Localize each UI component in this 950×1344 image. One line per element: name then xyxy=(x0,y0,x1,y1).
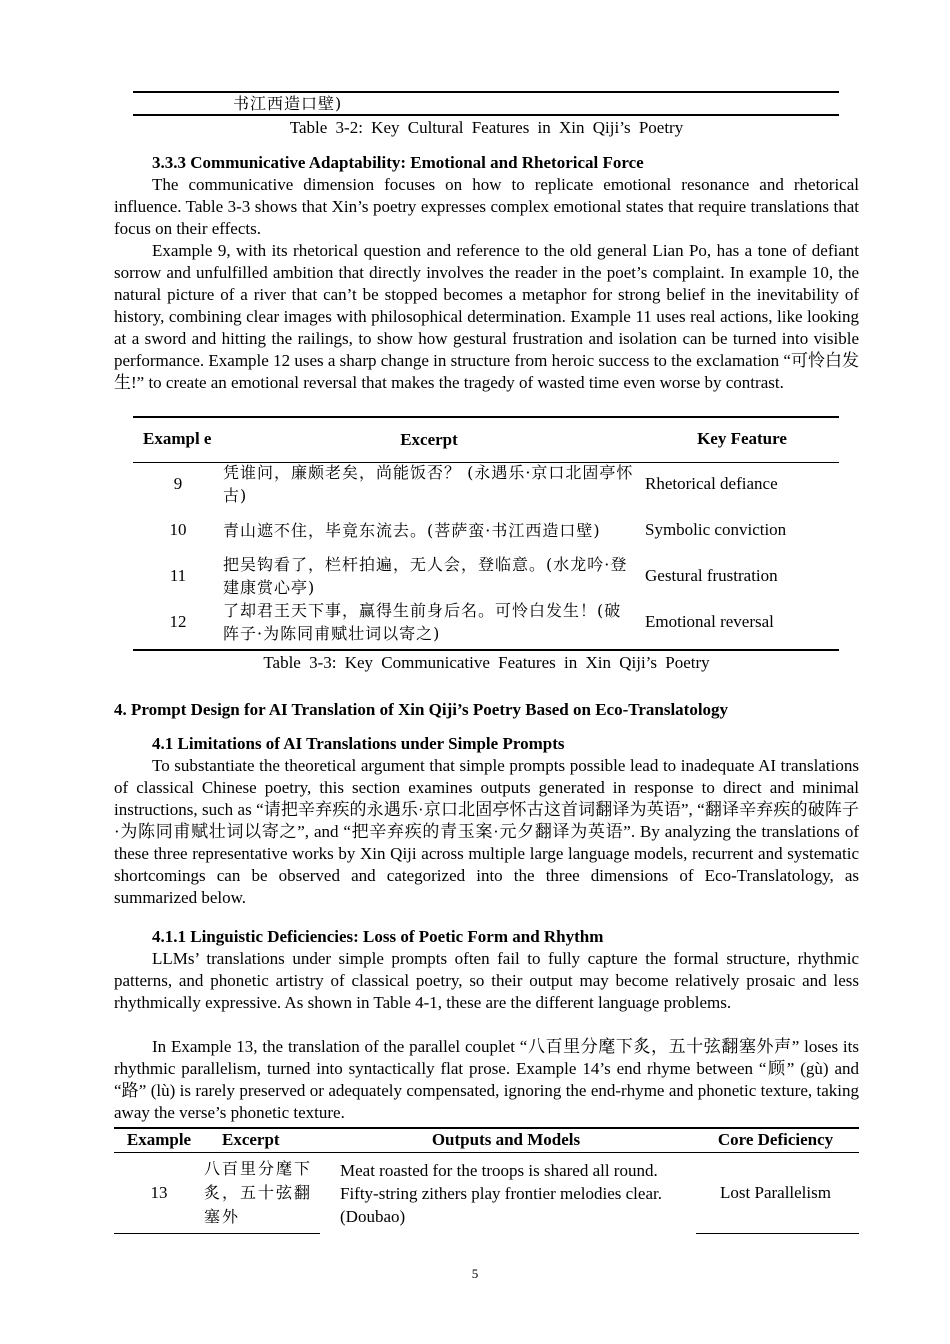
column-header-key-feature: Key Feature xyxy=(697,429,787,448)
table-3-2-caption: Table 3-2: Key Cultural Features in Xin Qiji’s Poetry xyxy=(289,118,684,137)
column-header-example: Exampl e xyxy=(143,429,212,448)
key-feature-cell: Symbolic conviction xyxy=(645,520,787,539)
excerpt-cell: 了却君王天下事，赢得生前身后名。可怜白发生！(破阵子·为陈同甫赋壮词以寄之) xyxy=(223,601,622,643)
table-header-row xyxy=(114,1128,859,1152)
section-4-1-paragraph: To substantiate the theoretical argument that simple prompts possible lead to inadequate AI translations of classical Chinese poetry, this section examines outputs generated in response to direct and minimal instructions, such as “请把辛弃疾的永遇乐·京口北固亭怀古这首词翻译为英语”, “翻译辛弃疾的破阵子·为陈同甫赋壮词以寄之”, and “把辛弃疾的青玉案·元夕翻译为英语”. By analyzing the translations of these three representative works by Xin Qiji across multiple large language models, recurrent and systematic shortcomings can be observed and categorized into the three dimensions of Eco-Translatology, as summarized below. xyxy=(114,756,859,907)
section-4-1-1-paragraph-2: In Example 13, the translation of the parallel couplet “八百里分麾下炙，五十弦翻塞外声” loses its rhythmic parallelism, turned into syntactically flat prose. Example 14’s end rhyme between “顾” (gù) and “路” (lù) is rarely preserved or adequately compensated, ignoring the end-rhyme and phonetic texture, taking away the verse’s phonetic texture. xyxy=(114,1037,859,1122)
excerpt-cell: 把吴钩看了，栏杆拍遍，无人会，登临意。(水龙吟·登建康赏心亭) xyxy=(223,555,628,597)
section-4-heading: 4. Prompt Design for AI Translation of Xin Qiji’s Poetry Based on Eco-Translatology xyxy=(114,700,729,719)
table-4-1-rule-header xyxy=(114,1152,859,1153)
table-4-1-rule-deficiency-bottom xyxy=(696,1233,859,1234)
table-4-1-rule-excerpt-bottom xyxy=(114,1233,320,1234)
column-header-example: Example xyxy=(126,1130,192,1149)
table-3-3 xyxy=(133,417,839,645)
core-deficiency-cell: Lost Parallelism xyxy=(720,1183,831,1202)
table-row xyxy=(133,553,839,599)
excerpt-cell: 八百里分麾下炙，五十弦翻塞外 xyxy=(204,1159,313,1226)
table-row xyxy=(114,1152,859,1234)
section-3-3-3-paragraph-2: Example 9, with its rhetorical question and reference to the old general Lian Po, has a tone of defiant sorrow and unfulfilled ambition that directly involves the reader in the poet’s complaint. In example 10, the natural picture of a river that can’t be stopped becomes a metaphor for strong belief in the inevitability of history, combining clear images with philosophical determination. Example 11 uses real actions, like looking at a sword and hitting the railings, to show how gestural frustration and isolation can be turned into visible performance. Example 12 uses a sharp change in structure from heroic success to the exclamation “可怜白发生!” to create an emotional reversal that makes the tragedy of wasted time even worse by contrast. xyxy=(114,241,859,392)
excerpt-cell: 青山遮不住，毕竟东流去。(菩萨蛮·书江西造口壁) xyxy=(223,520,601,540)
table-header-row xyxy=(133,417,839,461)
section-3-3-3-paragraph-1: The communicative dimension focuses on how to replicate emotional resonance and rhetorical influence. Table 3-3 shows that Xin’s poetry expresses complex emotional states that require translations that focus on their effects. xyxy=(114,175,859,238)
table-3-3-rule-header xyxy=(133,462,839,463)
column-header-core-deficiency: Core Deficiency xyxy=(717,1130,834,1149)
column-header-excerpt: Excerpt xyxy=(222,1130,280,1149)
example-number: 13 xyxy=(150,1183,168,1202)
table-4-1 xyxy=(114,1128,859,1234)
section-4-1-1-heading: 4.1.1 Linguistic Deficiencies: Loss of Poetic Form and Rhythm xyxy=(152,927,604,946)
page-number: 5 xyxy=(471,1266,479,1281)
example-number: 9 xyxy=(173,474,183,493)
section-4-1-heading: 4.1 Limitations of AI Translations under Simple Prompts xyxy=(152,734,565,753)
example-number: 10 xyxy=(169,520,187,539)
section-4-1-1-paragraph-1: LLMs’ translations under simple prompts often fail to fully capture the formal structure, rhythmic patterns, and phonetic artistry of classical poetry, so their output may become relatively prosaic and less rhythmically expressive. As shown in Table 4-1, these are the different language problems. xyxy=(114,949,859,1012)
excerpt-cell: 凭谁问，廉颇老矣，尚能饭否？ (永遇乐·京口北固亭怀古) xyxy=(223,463,634,505)
example-number: 12 xyxy=(169,612,187,631)
table-3-3-rule-bottom xyxy=(133,649,839,651)
key-feature-cell: Rhetorical defiance xyxy=(645,474,778,493)
table-row xyxy=(133,599,839,645)
key-feature-cell: Gestural frustration xyxy=(645,566,778,585)
example-number: 11 xyxy=(169,566,187,585)
column-header-outputs-models: Outputs and Models xyxy=(431,1130,581,1149)
key-feature-cell: Emotional reversal xyxy=(645,612,774,631)
table-3-3-caption: Table 3-3: Key Communicative Features in Xin Qiji’s Poetry xyxy=(263,653,710,672)
table-row xyxy=(133,461,839,507)
table-3-2-rule-bottom xyxy=(133,114,839,116)
table-row xyxy=(133,507,839,553)
section-3-3-3-heading: 3.3.3 Communicative Adaptability: Emotional and Rhetorical Force xyxy=(152,153,644,172)
table-3-2-last-cell: 书江西造口壁) xyxy=(233,94,343,113)
output-cell: Meat roasted for the troops is shared all round. Fifty-string zithers play frontier melodies clear. (Doubao) xyxy=(340,1160,662,1226)
column-header-excerpt: Excerpt xyxy=(400,429,458,449)
